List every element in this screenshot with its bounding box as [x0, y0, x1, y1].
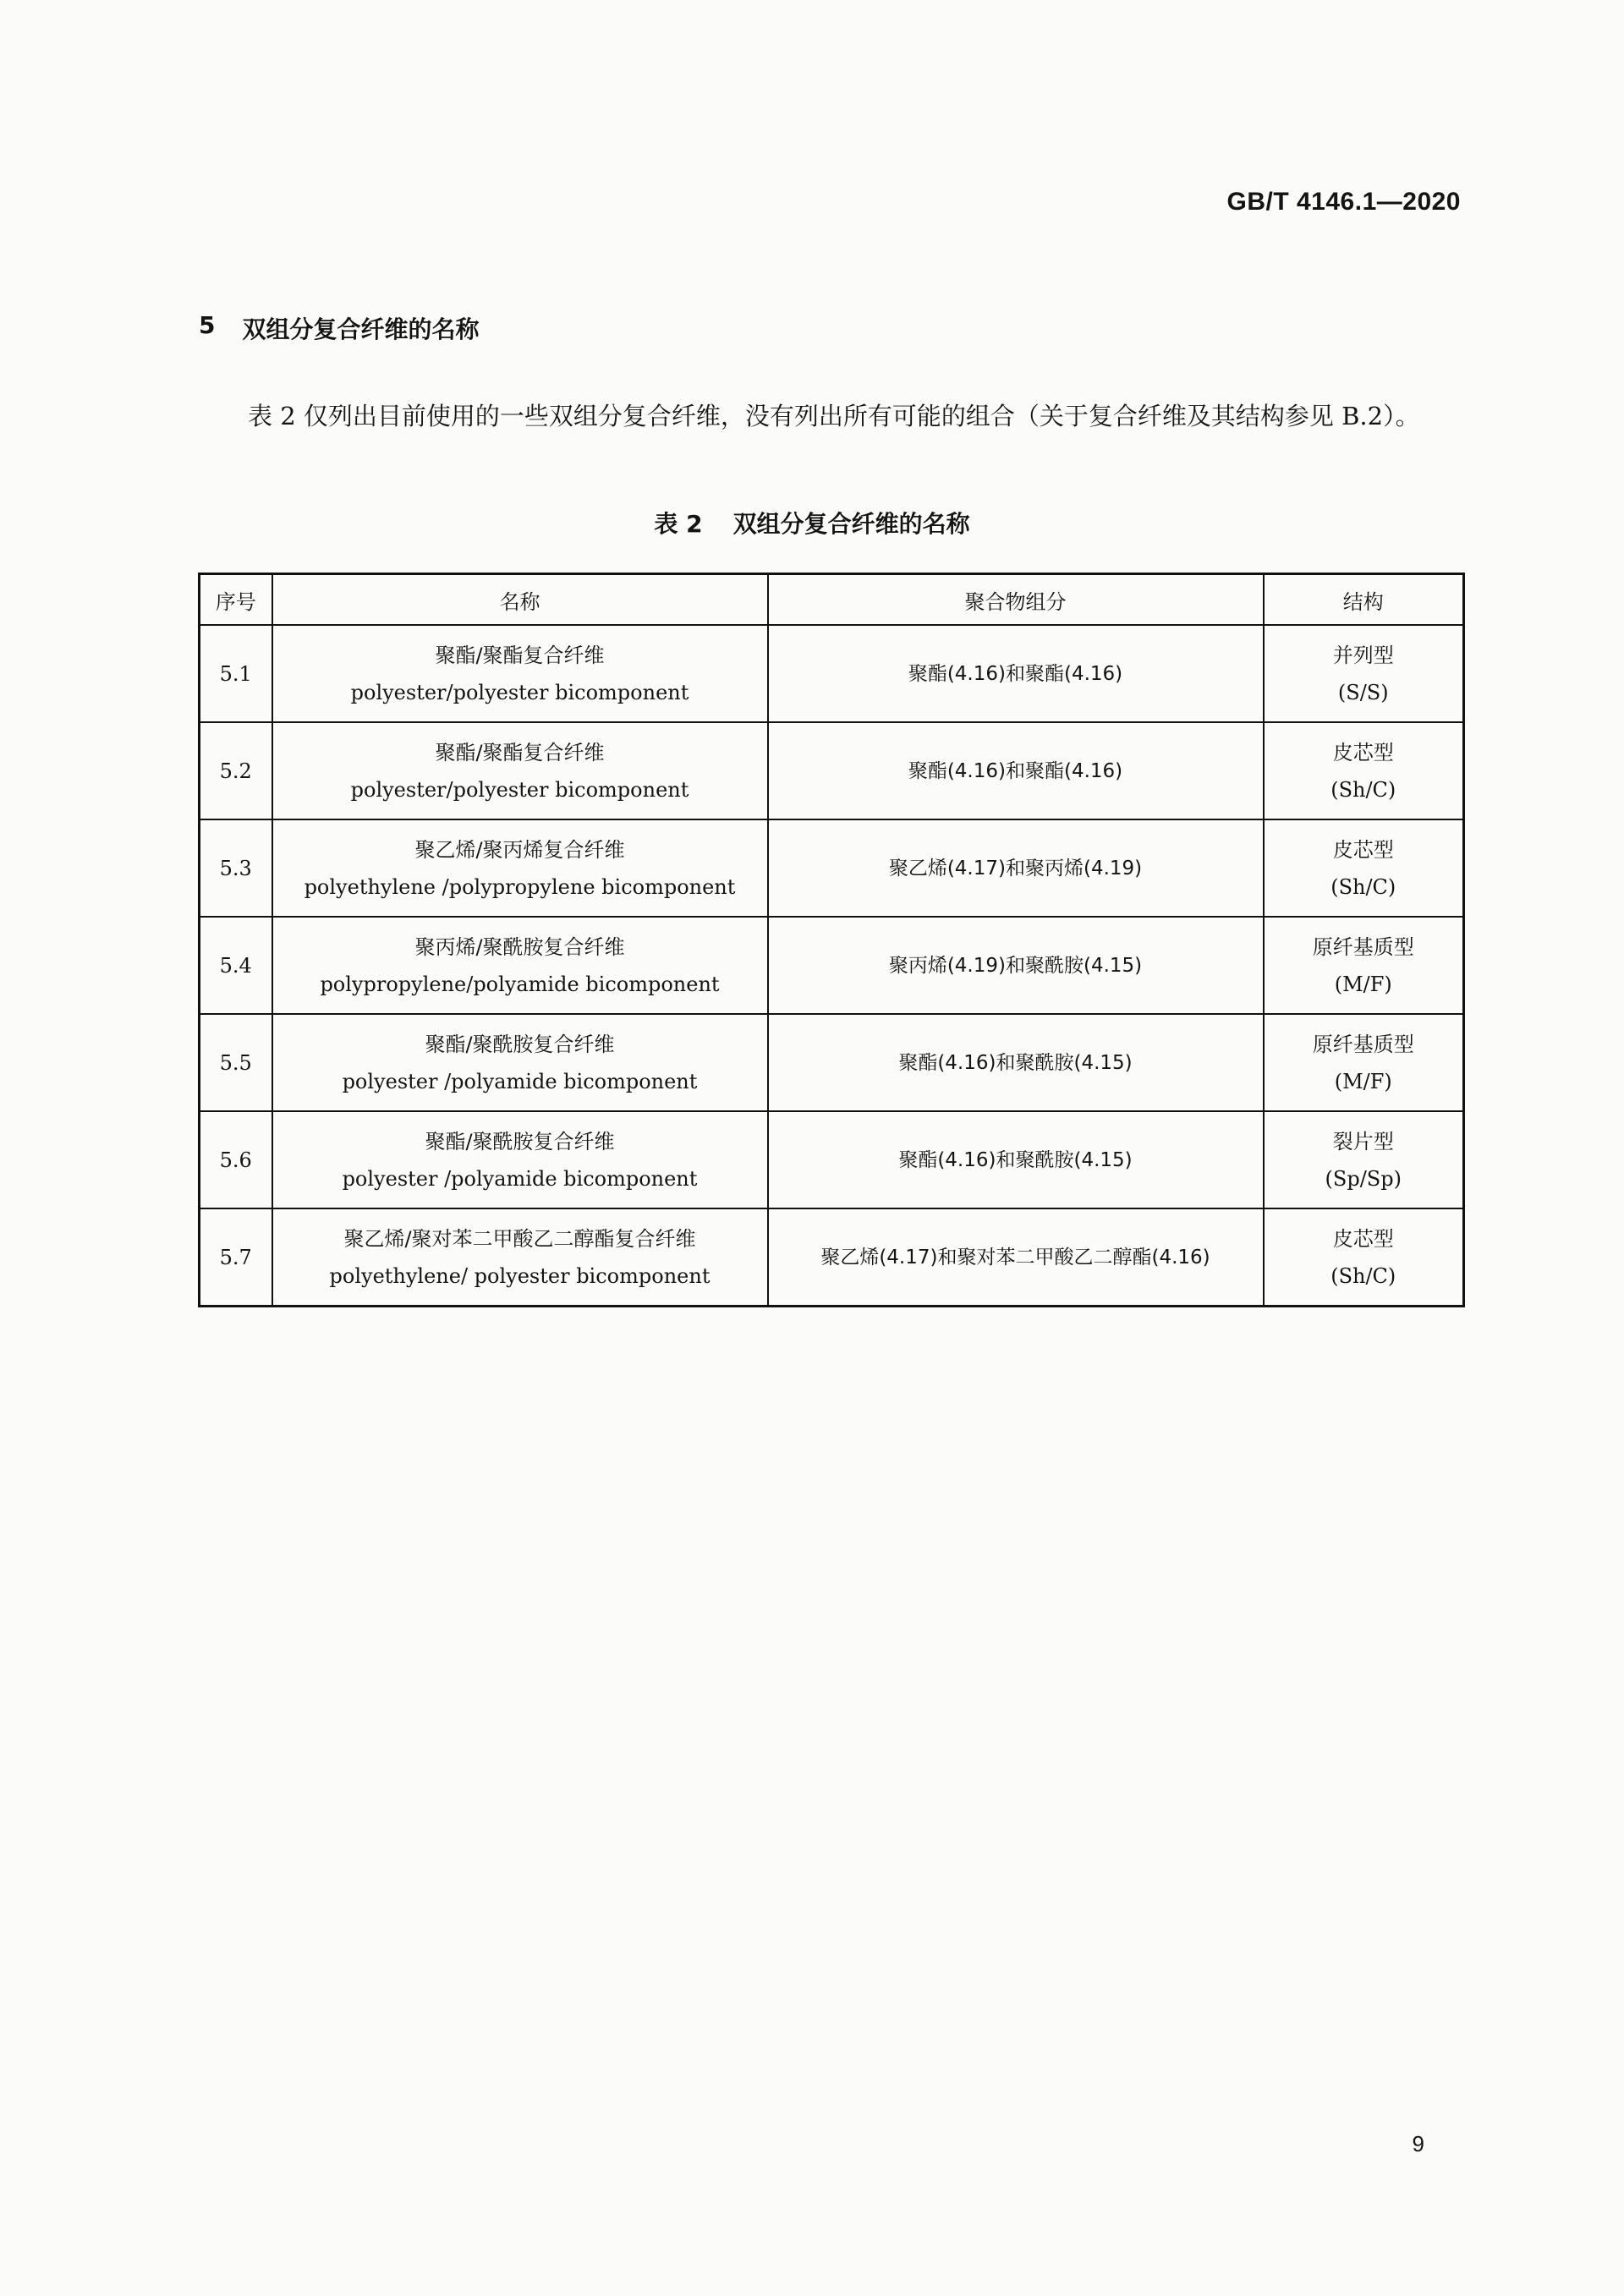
table-header-row: [200, 574, 1464, 626]
cell-structure: [1264, 1111, 1464, 1208]
name-chinese: 聚酯/聚酯复合纤维: [435, 740, 605, 764]
structure-chinese: 原纤基质型: [1312, 1032, 1414, 1056]
cell-name: [272, 1014, 768, 1111]
cell-name: [272, 917, 768, 1014]
table-row: [200, 819, 1464, 917]
cell-structure: [1264, 722, 1464, 819]
cell-seq: 5.2: [200, 722, 272, 819]
name-chinese: 聚乙烯/聚丙烯复合纤维: [414, 837, 625, 862]
cell-structure: [1264, 819, 1464, 917]
cell-seq: 5.1: [200, 625, 272, 722]
header-structure: 结构: [1264, 574, 1464, 626]
table-row: [200, 722, 1464, 819]
cell-structure: [1264, 1208, 1464, 1307]
cell-seq: 5.7: [200, 1208, 272, 1307]
table-row: [200, 1111, 1464, 1208]
name-chinese: 聚乙烯/聚对苯二甲酸乙二醇酯复合纤维: [343, 1226, 696, 1251]
cell-structure: [1264, 917, 1464, 1014]
cell-seq: 5.5: [200, 1014, 272, 1111]
cell-name: [272, 1208, 768, 1307]
bicomponent-fiber-table: [198, 573, 1465, 1307]
structure-code: (M/F): [1334, 972, 1392, 996]
standard-code: GB/T 4146.1—2020: [1226, 188, 1461, 216]
structure-chinese: 并列型: [1332, 643, 1394, 667]
name-english: polyester /polyamide bicomponent: [342, 1069, 698, 1093]
header-seq: 序号: [200, 574, 272, 626]
structure-chinese: 皮芯型: [1332, 837, 1394, 862]
header-components: 聚合物组分: [768, 574, 1264, 626]
cell-seq: 5.6: [200, 1111, 272, 1208]
cell-components: 聚酯(4.16)和聚酰胺(4.15): [768, 1014, 1264, 1111]
structure-code: (S/S): [1337, 680, 1389, 704]
intro-paragraph: 表 2 仅列出目前使用的一些双组分复合纤维，没有列出所有可能的组合（关于复合纤维及其结构参见 B.2）。: [248, 402, 1420, 430]
cell-seq: 5.4: [200, 917, 272, 1014]
cell-components: 聚酯(4.16)和聚酯(4.16): [768, 625, 1264, 722]
structure-code: (Sp/Sp): [1325, 1166, 1402, 1191]
name-english: polyester/polyester bicomponent: [350, 680, 689, 704]
structure-code: (Sh/C): [1330, 874, 1396, 899]
table-row: [200, 625, 1464, 722]
cell-components: 聚乙烯(4.17)和聚丙烯(4.19): [768, 819, 1264, 917]
section-title: 双组分复合纤维的名称: [242, 315, 480, 343]
structure-code: (M/F): [1334, 1069, 1392, 1093]
name-english: polyester /polyamide bicomponent: [342, 1166, 698, 1191]
section-number: 5: [199, 311, 216, 339]
cell-structure: [1264, 1014, 1464, 1111]
name-chinese: 聚酯/聚酰胺复合纤维: [425, 1129, 615, 1153]
table-row: [200, 1014, 1464, 1111]
name-chinese: 聚丙烯/聚酰胺复合纤维: [414, 934, 625, 959]
cell-components: 聚丙烯(4.19)和聚酰胺(4.15): [768, 917, 1264, 1014]
structure-chinese: 原纤基质型: [1312, 934, 1414, 959]
name-chinese: 聚酯/聚酯复合纤维: [435, 643, 605, 667]
header-name: 名称: [272, 574, 768, 626]
structure-chinese: 皮芯型: [1332, 1226, 1394, 1251]
name-chinese: 聚酯/聚酰胺复合纤维: [425, 1032, 615, 1056]
structure-chinese: 皮芯型: [1332, 740, 1394, 764]
table-row: [200, 1208, 1464, 1307]
structure-chinese: 裂片型: [1332, 1129, 1394, 1153]
cell-components: 聚乙烯(4.17)和聚对苯二甲酸乙二醇酯(4.16): [768, 1208, 1264, 1307]
cell-structure: [1264, 625, 1464, 722]
structure-code: (Sh/C): [1330, 777, 1396, 802]
name-english: polyethylene /polypropylene bicomponent: [304, 874, 736, 899]
cell-name: [272, 1111, 768, 1208]
structure-code: (Sh/C): [1330, 1263, 1396, 1288]
table-caption: [0, 506, 1624, 540]
cell-name: [272, 819, 768, 917]
name-english: polypropylene/polyamide bicomponent: [320, 972, 720, 996]
cell-components: 聚酯(4.16)和聚酯(4.16): [768, 722, 1264, 819]
cell-name: [272, 722, 768, 819]
table-row: [200, 917, 1464, 1014]
name-english: polyester/polyester bicomponent: [350, 777, 689, 802]
name-english: polyethylene/ polyester bicomponent: [329, 1263, 710, 1288]
page-number: 9: [1412, 2131, 1424, 2156]
table-caption-title: 双组分复合纤维的名称: [732, 510, 970, 538]
cell-components: 聚酯(4.16)和聚酰胺(4.15): [768, 1111, 1264, 1208]
table-caption-number: 表 2: [654, 510, 703, 538]
section-heading: [199, 311, 480, 345]
cell-name: [272, 625, 768, 722]
cell-seq: 5.3: [200, 819, 272, 917]
